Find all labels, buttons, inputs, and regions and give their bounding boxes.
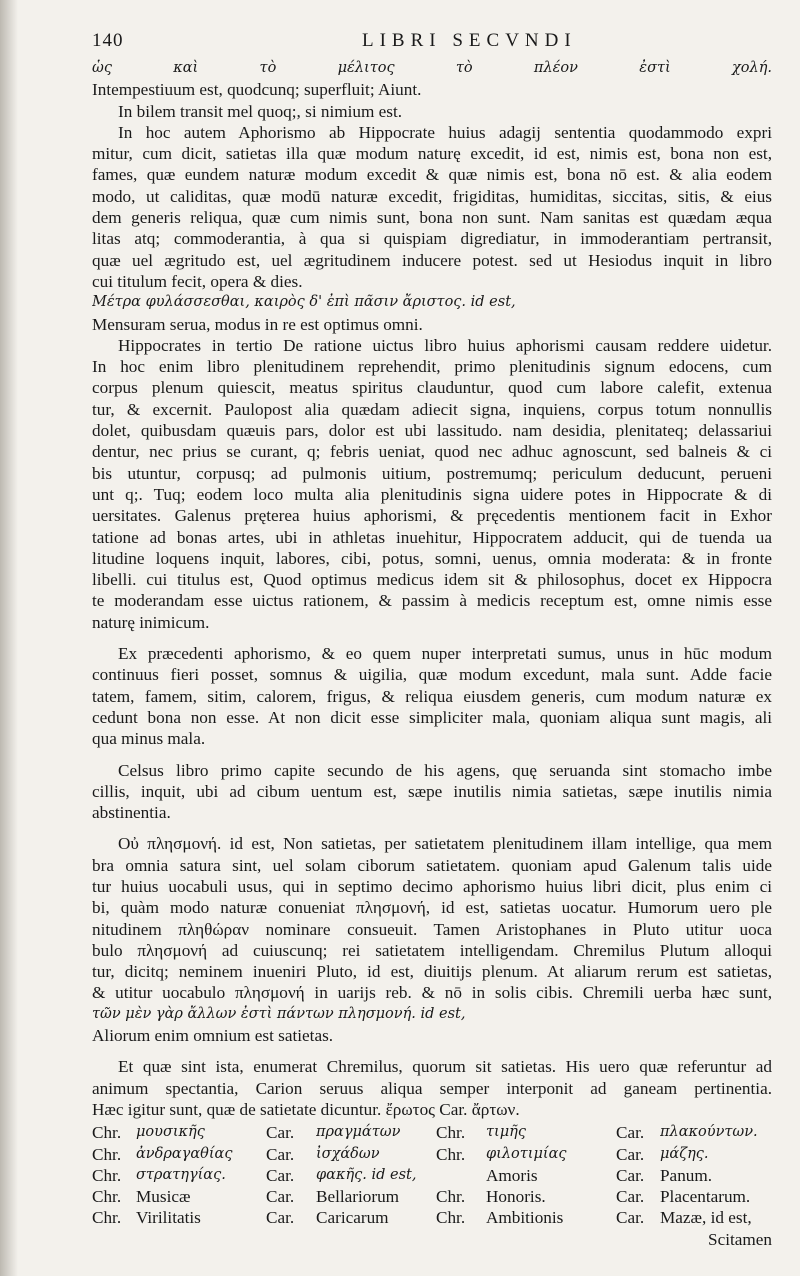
dialogue-row: [92, 1165, 772, 1186]
dialogue-cell: Chr.: [436, 1208, 466, 1228]
text-line: Mensuram serua, modus in re est optimus omni.: [92, 314, 423, 334]
dialogue-cell: στρατηγίας.: [136, 1166, 226, 1183]
text-line: animum spectantia, Carion seruus aliqua semper interponit ad ganeam pertinentia.: [92, 1078, 772, 1098]
dialogue-cell: πλακούντων.: [660, 1124, 758, 1141]
dialogue-cell: Car.: [266, 1165, 295, 1185]
dialogue-cell: Chr.: [436, 1123, 466, 1143]
page-gutter-shadow: [0, 0, 18, 1276]
dialogue-cell: ἰσχάδων: [316, 1145, 380, 1162]
text-line: cui titulum fecit, opera & dies.: [92, 271, 303, 291]
text-line: bis utuntur, corpusq; ad pulmonis uitium, postremumq; periculum deducunt, perueni: [92, 463, 772, 483]
text-line: In hoc enim libro plenitudinem reprehendit, primo plenitudinis signum edocens, cum: [92, 357, 772, 377]
text-line: mitur, cum dicit, satietas illa quæ modum naturę excedit, id est, nimis est, bona non est,: [92, 144, 772, 164]
dialogue-cell: Chr.: [92, 1123, 122, 1143]
text-line: dem generis reliqua, quæ cum nimis sunt, bona non sunt. Nam sanitas est quædam æqua: [92, 208, 772, 228]
text-line: In hoc autem Aphorismo ab Hippocrate huius adagij sententia quodammodo expri: [118, 122, 772, 142]
dialogue-cell: Car.: [616, 1187, 645, 1207]
dialogue-cell: Chr.: [436, 1144, 466, 1164]
text-line: Μέτρα φυλάσσεσθαι, καιρὸς δ' ἐπὶ πᾶσιν ἄριστος. id est,: [92, 294, 516, 311]
dialogue-cell: Car.: [266, 1208, 295, 1228]
text-line: bra omnia satura sint, uel solam ciborum satietatem. quoniam apud Galenum talis uide: [92, 855, 772, 875]
dialogue-cell: Chr.: [92, 1187, 122, 1207]
text-line: Aliorum enim omnium est satietas.: [92, 1026, 334, 1046]
text-line: dentur, nec prius se curant, q; febris ueniat, quod nec adhuc agnoscunt, sed balneis & ci: [92, 442, 772, 462]
dialogue-cell: Chr.: [92, 1144, 122, 1164]
text-line: unt q;. Tuq; eodem loco multa alia plenitudinis signa uidere potes in Hippocrate & di: [92, 484, 772, 504]
paragraph-gap: [92, 633, 772, 643]
dialogue-cell: Car.: [616, 1123, 645, 1143]
text-line: tatione ad bonas artes, ubi in athletas inuehitur, Hippocratem adducit, qui de tuenda ua: [92, 527, 772, 547]
dialogue-cell: Virilitatis: [136, 1208, 201, 1228]
text-line: uersitates. Galenus pręterea huius aphorismi, & pręcedentis mentionem facit in Exhor: [92, 506, 772, 526]
text-line: qua minus mala.: [92, 729, 206, 749]
dialogue-cell: Ambitionis: [486, 1208, 564, 1228]
running-head: [92, 30, 772, 54]
dialogue-cell: μάζης.: [660, 1145, 709, 1162]
dialogue-cell: Panum.: [660, 1165, 713, 1185]
text-line: Ex præcedenti aphorismo, & eo quem nuper interpretati sumus, unus in hūc modum: [118, 644, 772, 664]
dialogue-cell: Chr.: [436, 1187, 466, 1207]
text-line: bulo πλησμονή ad cuiuscunq; rei satietatem intelligendam. Chremilus Plutum alloqui: [92, 940, 772, 960]
text-line: dolet, quibusdam quæuis pars, dolor est ubi lassitudo. nam desidia, plenitateq; delassariui: [92, 421, 772, 441]
dialogue-cell: φιλοτιμίας: [486, 1145, 567, 1162]
text-line: corpus plenum quiescit, meatus spiritus clauduntur, quod cum labore calefit, extenua: [92, 378, 772, 398]
text-line: τῶν μὲν γὰρ ἄλλων ἐστὶ πάντων πλησμονή. id est,: [92, 1005, 466, 1022]
text-line: In bilem transit mel quoq;, si nimium est.: [118, 101, 403, 121]
text-line: tur huius uocabuli usus, qui in septimo decimo aphorismo huius libri dicit, plus enim ci: [92, 876, 772, 896]
dialogue-cell: Car.: [616, 1208, 645, 1228]
text-line: Οὐ πλησμονή. id est, Non satietas, per satietatem plenitudinem illam intellige, qua mem: [118, 834, 772, 854]
text-line: cillis, inquit, ubi ad cibum uentum est, sæpe inutilis nimia satietas, sæpe inutilis nimia: [92, 781, 772, 801]
dialogue-cell: Honoris.: [486, 1187, 546, 1207]
text-line: tur, dicitq; neminem inueniri Pluto, id est, diuitijs plenum. At aliarum rerum est satietas,: [92, 962, 772, 982]
text-line: Hippocrates in tertio De ratione uictus libro huius aphorismi causam reddere uidetur.: [118, 335, 772, 355]
text-line: te moderandam esse uictus rationem, & passim à medicis receptum est, omne nimis esse: [92, 591, 772, 611]
text-line: ὡς καὶ τὸ μέλιτος τὸ πλέον ἐστὶ χολή.: [92, 60, 772, 76]
dialogue-cell: τιμῆς: [486, 1124, 526, 1141]
text-line: Celsus libro primo capite secundo de his agens, quę seruanda sint stomacho imbe: [118, 760, 772, 780]
dialogue-cell: Musicæ: [136, 1187, 191, 1207]
dialogue-cell: Car.: [266, 1144, 295, 1164]
dialogue-cell: Car.: [616, 1144, 645, 1164]
text-line: abstinentia.: [92, 803, 171, 823]
text-line: bi, quàm modo naturæ conueniat πλησμονή, id est, satietas uocatur. Humorum uero ple: [92, 898, 772, 918]
text-line: quæ uel ægritudo est, uel ægritudinem inducere potest. sed ut Hesiodus inquit in libro: [92, 250, 772, 270]
text-line: libelli. cui titulus est, Quod optimus medicus idem sit & philosophus, docet ex Hippocra: [92, 570, 772, 590]
dialogue-cell: Chr.: [92, 1208, 122, 1228]
dialogue-cell: ἀνδραγαθίας: [136, 1145, 233, 1162]
dialogue-cell: μουσικῆς: [136, 1124, 205, 1141]
text-line: nitudinem πληθώραν nominare consueuit. Tamen Aristophanes in Pluto utitur uoca: [92, 919, 772, 939]
text-line: litudine loquens inquit, labores, cibi, potus, somni, uenus, omnia moderata: & in fronte: [92, 548, 772, 568]
dialogue-row: [92, 1122, 772, 1143]
text-line: Intempestiuum est, quodcunq; superfluit; Aiunt.: [92, 80, 422, 100]
dialogue-cell: Car.: [266, 1123, 295, 1143]
body-text: [92, 58, 772, 1120]
text-line: modo, ut caliditas, quæ modū naturæ excedit, frigiditas, humiditas, siccitas, sitis, & eius: [92, 186, 772, 206]
dialogue-cell: Amoris: [486, 1165, 538, 1185]
dialogue-cell: Car.: [616, 1165, 645, 1185]
text-line: naturę inimicum.: [92, 612, 210, 632]
text-line: Hæc igitur sunt, quæ de satietate dicuntur. ἔρωτος Car. ἄρτων.: [92, 1099, 520, 1119]
running-title: LIBRI SECVNDI: [362, 30, 577, 51]
text-line: continuus fieri posset, somnus & uigilia, quæ modum excedunt, mala sunt. Adde facie: [92, 665, 772, 685]
text-line: fames, quæ eundem naturæ modum excedit & quæ nimis est, bona nō est. & alia eodem: [92, 165, 772, 185]
text-line: & utitur uocabulo πλησμονή in uarijs reb. & nō in solis cibis. Chremili uerba hæc sunt,: [92, 983, 772, 1003]
dialogue-cell: Bellariorum: [316, 1187, 400, 1207]
dialogue-cell: φακῆς. id est,: [316, 1166, 417, 1183]
dialogue-cell: Caricarum: [316, 1208, 389, 1228]
dialogue-cell: πραγμάτων: [316, 1124, 401, 1141]
text-line: tur, & excernit. Paulopost alia quædam adiecit signa, inquiens, corpus totum nonnullis: [92, 399, 772, 419]
dialogue-cell: Placentarum.: [660, 1187, 751, 1207]
dialogue-list: [92, 1122, 772, 1228]
paragraph-gap: [92, 1046, 772, 1056]
text-line: Et quæ sint ista, enumerat Chremilus, quorum sit satietas. His uero quæ referuntur ad: [118, 1057, 772, 1077]
text-line: tatem, famem, sitim, calorem, frigus, & reliqua eiusdem generis, cum modum naturæ ex: [92, 686, 772, 706]
dialogue-row: [92, 1144, 772, 1165]
dialogue-cell: Mazæ, id est,: [660, 1208, 752, 1228]
paragraph-gap: [92, 750, 772, 760]
dialogue-row: [92, 1186, 772, 1207]
dialogue-cell: Chr.: [92, 1165, 122, 1185]
paragraph-gap: [92, 823, 772, 833]
catchword: Scitamen: [708, 1229, 772, 1249]
text-line: cedunt bona non esse. At non dicit esse simpliciter mala, quoniam aliqua sunt magis, ali: [92, 707, 772, 727]
page-number: 140: [92, 30, 124, 51]
text-line: litas atq; commoderantia, à qua si quispiam digrediatur, in immoderantiam pertransit,: [92, 229, 772, 249]
dialogue-cell: Car.: [266, 1187, 295, 1207]
dialogue-cell: [436, 1165, 486, 1186]
dialogue-row: [92, 1207, 772, 1228]
